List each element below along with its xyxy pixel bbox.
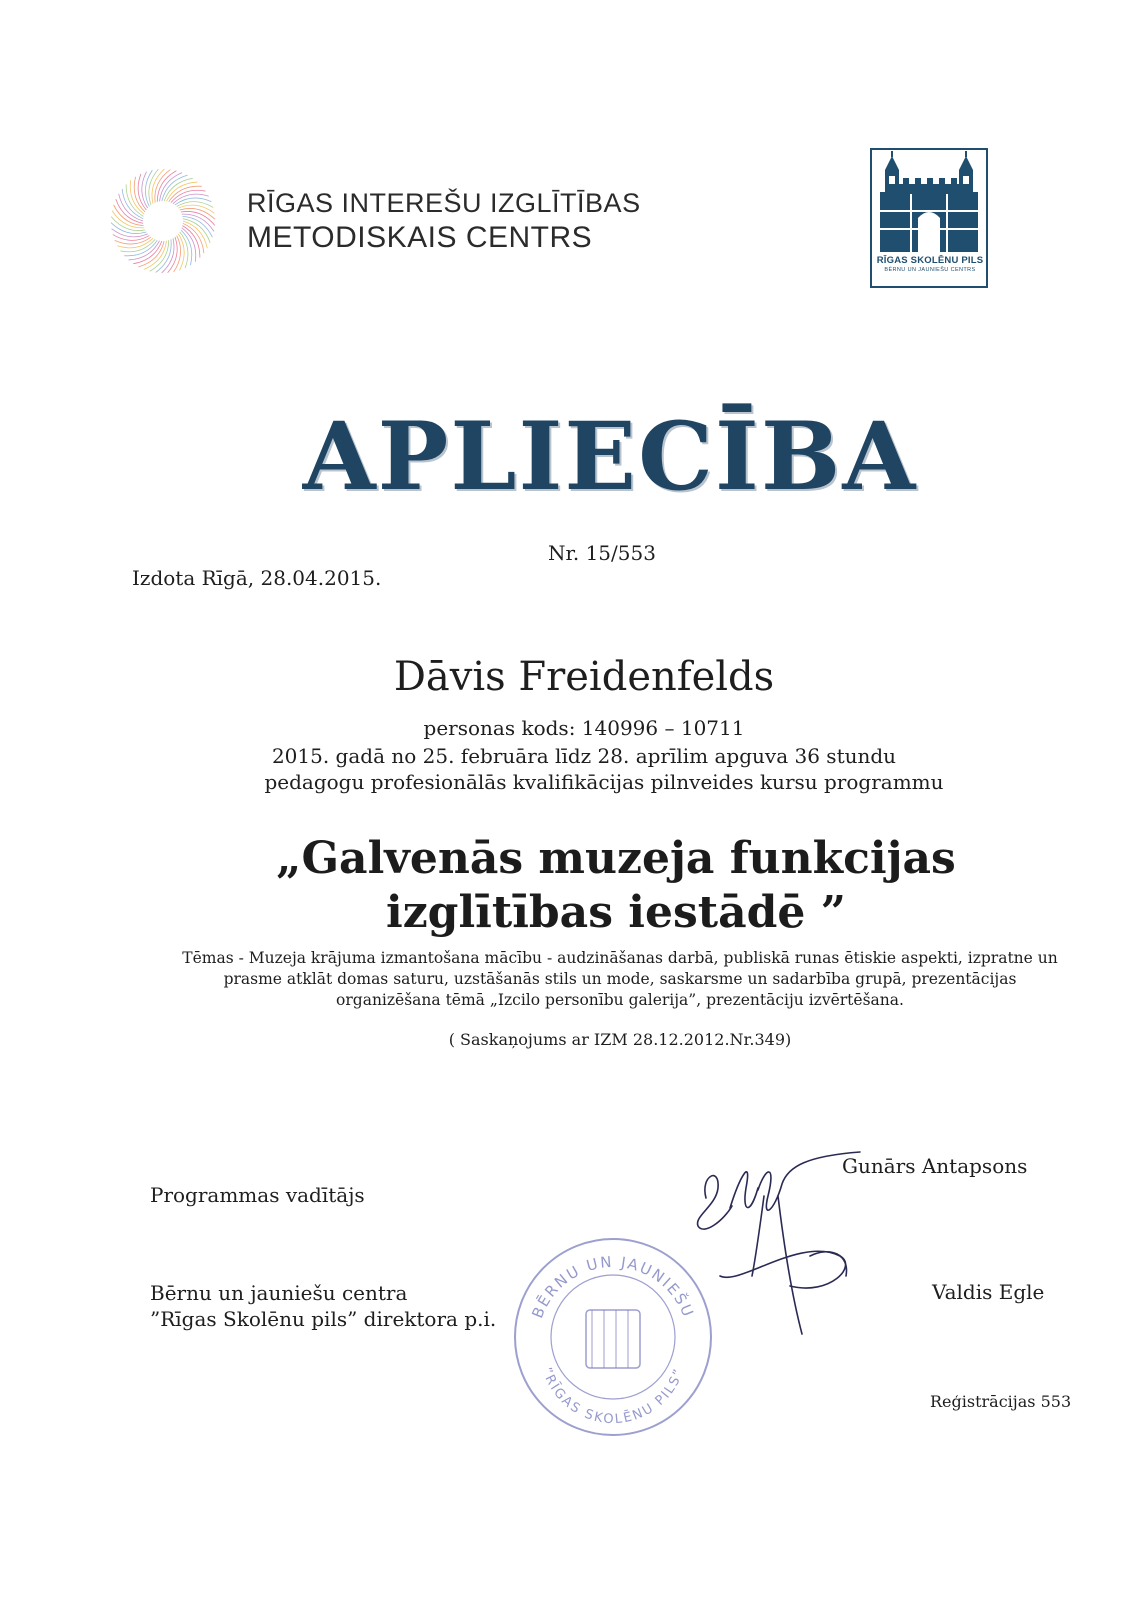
logo-ray <box>142 172 148 208</box>
director-name: Valdis Egle <box>932 1280 1045 1304</box>
personal-code: personas kods: 140996 – 10711 <box>423 716 745 740</box>
castle-name-line2: BĒRNU UN JAUNIEŠU CENTRS <box>884 267 976 273</box>
director-role-line1: Bērnu un jauniešu centra <box>150 1281 408 1305</box>
program-type: pedagogu profesionālās kvalifikācijas pilnveides kursu programmu <box>264 770 944 794</box>
recipient-name: Dāvis Freidenfelds <box>393 654 775 700</box>
director-role-line2: ”Rīgas Skolēnu pils” direktora p.i. <box>150 1307 497 1331</box>
castle-logo-caption <box>868 255 992 273</box>
document-title: APLIECĪBA <box>302 402 918 512</box>
logo-ray <box>181 211 215 225</box>
director-role <box>150 1280 496 1332</box>
castle-name-line1: RĪGAS SKOLĒNU PILS <box>876 255 984 266</box>
approval-reference: ( Saskaņojums ar IZM 28.12.2012.Nr.349) <box>448 1030 792 1049</box>
logo-ray <box>178 234 184 270</box>
organization-name-line1: RĪGAS INTEREŠU IZGLĪTĪBAS <box>247 188 641 218</box>
course-title-line2: izglītības iestādē ” <box>385 887 846 938</box>
program-manager-role: Programmas vadītājs <box>150 1183 365 1207</box>
stamp-text-bottom: ”RĪGAS SKOLĒNU PILS” <box>538 1365 688 1428</box>
course-topics: Tēmas - Muzeja krājuma izmantošana mācību - audzināšanas darbā, publiskā runas ētiskie aspekti, izpratne un prasme atklāt domas saturu, uzstāšanās stils un mode, saskarsme un sadarbība grupā, prezentācijas organizēšana tēmā „Izcilo personību galerija”, prezentāciju izvērtēšana. <box>182 949 1058 1009</box>
document-number: Nr. 15/553 <box>548 541 656 565</box>
course-period: 2015. gadā no 25. februāra līdz 28. aprīlim apguva 36 stundu <box>271 744 897 768</box>
rimc-logo <box>108 166 218 276</box>
logo-ray <box>111 217 145 231</box>
program-manager-name: Gunārs Antapsons <box>842 1154 1028 1178</box>
course-title <box>0 832 1132 940</box>
organization-name-line2: METODISKAIS CENTRS <box>247 221 593 254</box>
issue-place-date: Izdota Rīgā, 28.04.2015. <box>132 566 382 590</box>
stamp-text-top: BĒRNU UN JAUNIEŠU <box>528 1252 698 1321</box>
registration-number: Reģistrācijas 553 <box>930 1392 1072 1411</box>
svg-text:”RĪGAS SKOLĒNU PILS” <box>539 1366 688 1428</box>
course-title-line1: „Galvenās muzeja funkcijas <box>276 833 956 884</box>
organization-name <box>247 188 641 258</box>
